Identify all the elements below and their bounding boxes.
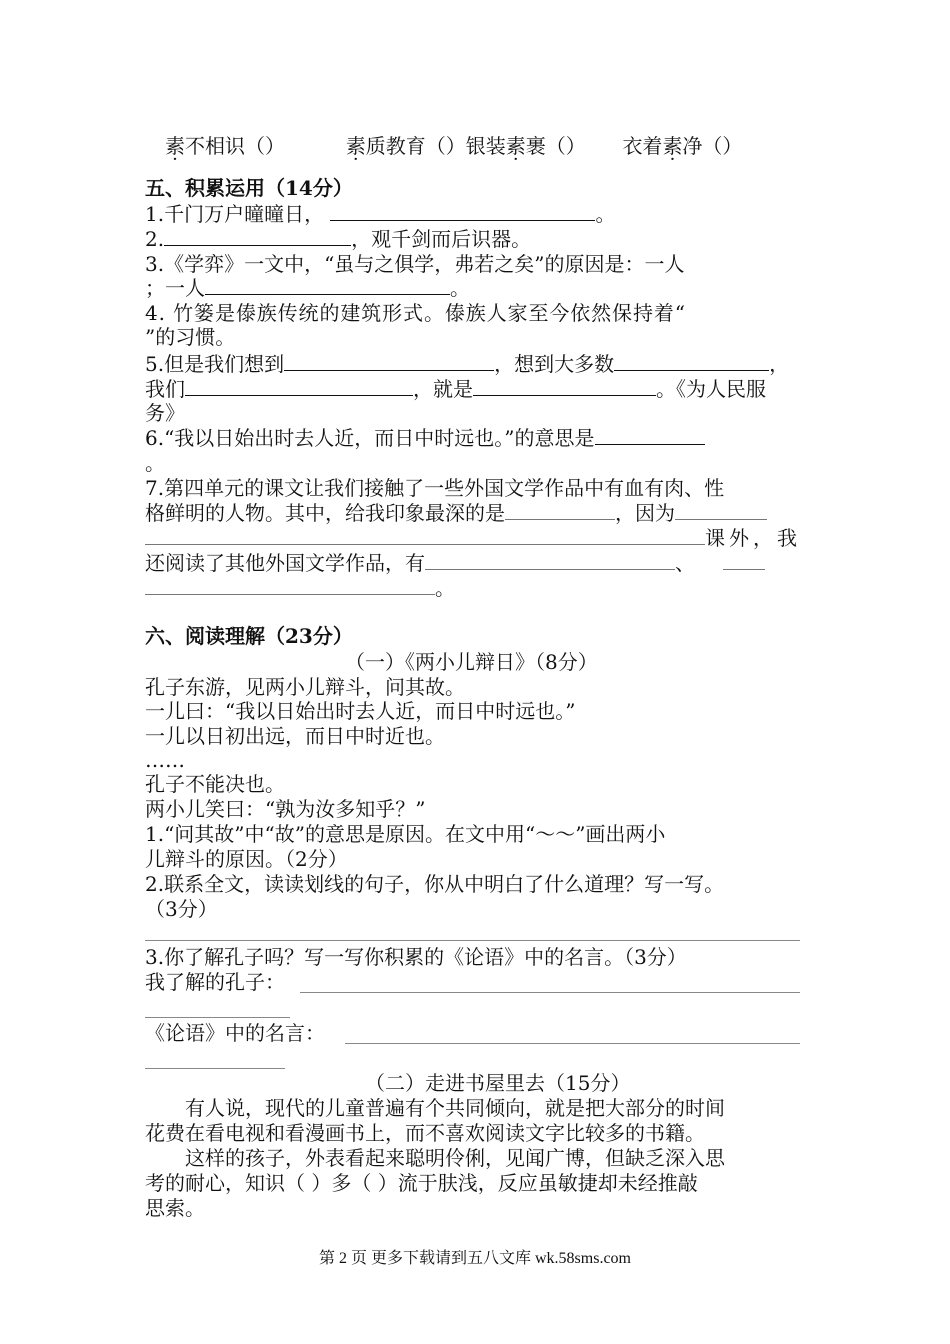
q5-blank-4[interactable]: [473, 377, 656, 396]
q7-blank-5[interactable]: [723, 551, 765, 570]
q5-blank-1[interactable]: [284, 352, 494, 371]
p1-question-2: 2.联系全文，读读划线的句子，你从中明白了什么道理？写一写。: [145, 872, 725, 896]
passage1-line: 两小儿笑曰：“孰为汝多知乎？”: [145, 797, 426, 821]
passage1-line: 孔子不能决也。: [145, 772, 285, 796]
q7-line2: [145, 501, 767, 525]
dotted-char: 素: [345, 134, 366, 158]
q2-num: 2.: [145, 227, 165, 251]
q6-line2: 。: [145, 451, 165, 475]
word-item: 质教育（）银装: [365, 134, 506, 158]
q1: [145, 202, 615, 226]
q6-blank[interactable]: [595, 426, 705, 445]
q5-text: 我们: [145, 377, 185, 401]
q3-text: ；一人: [145, 276, 205, 300]
section6-heading: 六、阅读理解（23分）: [145, 624, 353, 648]
q5-line2: [145, 377, 766, 401]
answer-line[interactable]: [345, 1043, 800, 1044]
q7-blank-2[interactable]: [675, 501, 767, 520]
lunyu-prompt: 《论语》中的名言：: [145, 1021, 325, 1045]
passage2-line: 有人说，现代的儿童普遍有个共同倾向，就是把大部分的时间: [185, 1096, 725, 1120]
q3-end: 。: [450, 276, 470, 300]
q5-blank-2[interactable]: [614, 352, 769, 371]
word-item: 不相识（）: [185, 134, 285, 158]
q6-text: 6.“我以日始出时去人近，而日中时远也。”的意思是: [145, 426, 595, 450]
passage1-line: 一儿以日初出远，而日中时近也。: [145, 724, 445, 748]
dotted-char: 素: [662, 134, 683, 158]
q5-text: 。《为人民服: [656, 377, 766, 401]
q2: [145, 227, 531, 251]
answer-line[interactable]: [145, 1068, 285, 1069]
dotted-char: 素: [505, 134, 526, 158]
q7-blank-1[interactable]: [505, 501, 615, 520]
q7-blank-3[interactable]: [145, 526, 705, 545]
q1-end: 。: [595, 202, 616, 226]
passage2-line: 这样的孩子，外表看起来聪明伶俐，见闻广博，但缺乏深入思: [185, 1146, 725, 1170]
q7-line1: 7.第四单元的课文让我们接触了一些外国文学作品中有血有肉、性: [145, 476, 725, 500]
answer-line[interactable]: [145, 1017, 290, 1018]
q5-text: 5.但是我们想到: [145, 352, 285, 376]
passage2-line: 考的耐心，知识（ ）多（ ）流于肤浅，反应虽敏捷却未经推敲: [145, 1171, 698, 1195]
dotted-char: 素: [165, 134, 185, 158]
answer-line[interactable]: [145, 940, 800, 941]
q2-blank[interactable]: [164, 227, 351, 246]
passage1-line: 孔子东游，见两小儿辩斗，问其故。: [145, 675, 465, 699]
passage1-line: 一儿曰：“我以日始出时去人近，而日中时远也。”: [145, 699, 576, 723]
word-item: 裹（）: [525, 134, 586, 158]
q4-line1: 4. 竹篓是傣族传统的建筑形式。傣族人家至今依然保持着“: [145, 301, 686, 325]
q5-text: ，: [769, 352, 790, 376]
kongzi-prompt: 我了解的孔子：: [145, 970, 285, 994]
q7-line5: [145, 576, 455, 600]
q7-end: 。: [435, 576, 455, 600]
page-footer: 第 2 页 更多下载请到五八文库 wk.58sms.com: [318, 1250, 631, 1267]
p1-question-1: 1.“问其故”中“故”的意思是原因。在文中用“～～”画出两小: [145, 822, 666, 846]
q5-text: ，就是: [413, 377, 473, 401]
answer-line[interactable]: [300, 992, 800, 993]
q7-text: 课外，我: [705, 526, 801, 550]
q7-text: 还阅读了其他外国文学作品，有: [145, 551, 425, 575]
passage1-title: （一）《两小儿辩日》（8分）: [345, 650, 598, 674]
p1-question-2: （3分）: [145, 897, 218, 921]
q1-blank[interactable]: [330, 202, 595, 221]
q6-line1: [145, 426, 705, 450]
q5-blank-3[interactable]: [185, 377, 413, 396]
q7-text: ，因为: [615, 501, 675, 525]
word-item: 衣着: [622, 134, 663, 158]
passage2-title: （二）走进书屋里去（15分）: [365, 1071, 631, 1095]
q2-text: ，观千剑而后识器。: [351, 227, 532, 251]
q1-text: 1.千门万户曈曈日，: [145, 202, 325, 226]
section5-heading: 五、积累运用（14分）: [145, 176, 353, 200]
q7-text: 、: [675, 551, 695, 575]
p1-question-1: 儿辩斗的原因。（2分）: [145, 847, 348, 871]
passage1-line: ……: [145, 748, 185, 772]
p1-question-3: 3.你了解孔子吗？写一写你积累的《论语》中的名言。（3分）: [145, 945, 687, 969]
word-item: 净（）: [682, 134, 743, 158]
q7-line4: [145, 551, 765, 575]
q7-line3: [145, 526, 801, 550]
word-choice-row: [165, 134, 742, 158]
q5-line3: 务》: [145, 401, 185, 425]
q7-blank-4[interactable]: [425, 551, 675, 570]
q5-text: ，想到大多数: [494, 352, 615, 376]
q7-text: 格鲜明的人物。其中，给我印象最深的是: [145, 501, 505, 525]
q3-line2: [145, 276, 470, 300]
passage2-line: 思索。: [145, 1196, 205, 1220]
q5-line1: [145, 352, 789, 376]
q3-blank[interactable]: [205, 276, 450, 295]
q3-line1: 3.《学弈》一文中，“虽与之俱学，弗若之矣”的原因是：一人: [145, 252, 685, 276]
passage2-line: 花费在看电视和看漫画书上，而不喜欢阅读文字比较多的书籍。: [145, 1121, 705, 1145]
q7-blank-6[interactable]: [145, 576, 435, 595]
q4-line2: ”的习惯。: [145, 325, 236, 349]
